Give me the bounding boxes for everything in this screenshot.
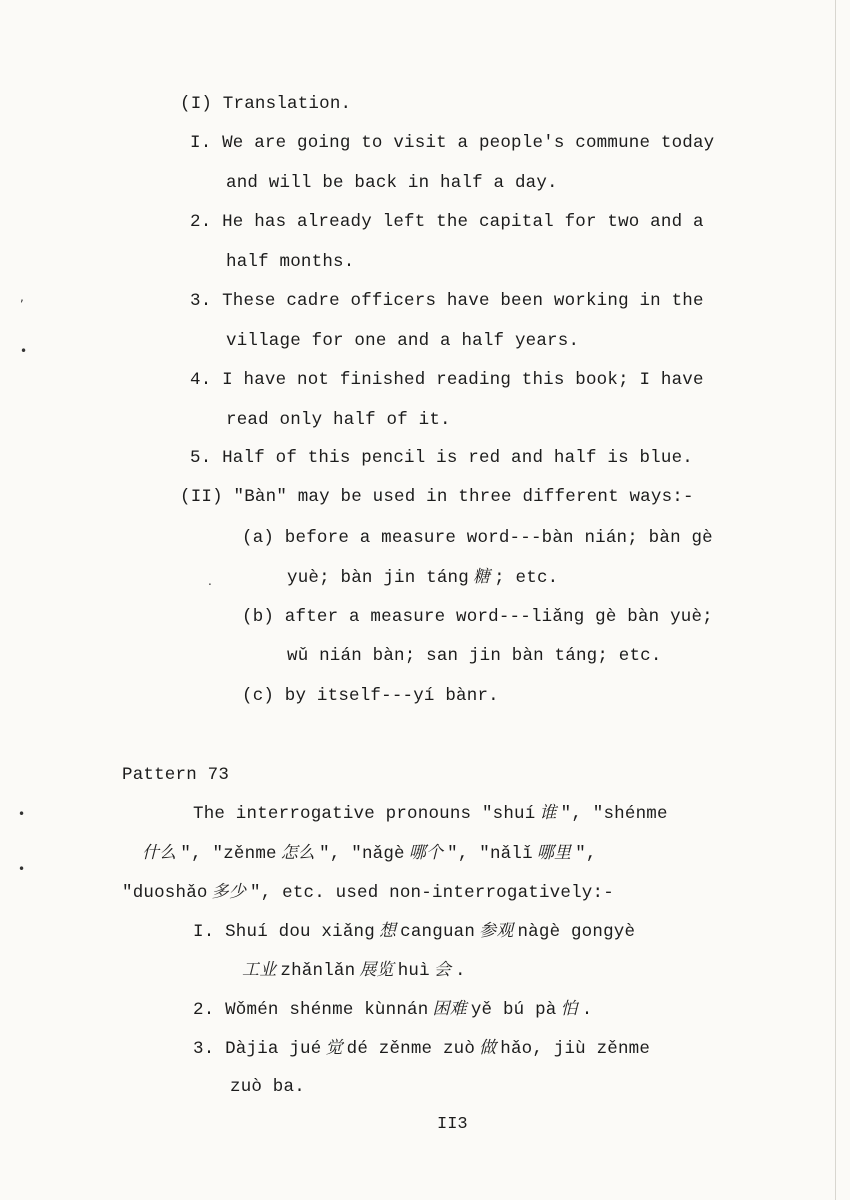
item-text: I have not finished reading this book; I have — [222, 370, 704, 390]
usage-a: (a) before a measure word---bàn nián; bàn gè — [242, 528, 713, 548]
chinese-characters: 工业 — [242, 960, 277, 980]
item-number: 2. — [190, 212, 212, 232]
item-number: 5. — [190, 448, 212, 468]
chinese-characters: 会 — [433, 960, 452, 980]
item-text: Half of this pencil is red and half is blue. — [222, 448, 693, 468]
example-3-cont: zuò ba. — [230, 1077, 305, 1097]
item-text: We are going to visit a people's commune today — [222, 133, 715, 153]
chinese-characters: 糖 — [472, 567, 491, 587]
item-text: village for one and a half years. — [226, 331, 580, 351]
usage-c: (c) by itself---yí bànr. — [242, 686, 499, 706]
chinese-characters: 怕 — [560, 999, 578, 1019]
pattern-intro: "duoshǎo 多少 ", etc. used non-interrogatively:- — [122, 882, 614, 903]
chinese-characters: 多少 — [211, 882, 247, 902]
page-number: II3 — [437, 1115, 468, 1134]
item-number: I. — [190, 133, 212, 153]
section-heading: (II) "Bàn" may be used in three different ways:- — [180, 487, 694, 507]
chinese-characters: 想 — [378, 921, 397, 941]
margin-mark: , — [20, 290, 24, 304]
item-number: 4. — [190, 370, 212, 390]
list-item — [190, 132, 714, 154]
pattern-intro: The interrogative pronouns "shuí 谁 ", "shénme — [193, 803, 668, 824]
chinese-characters: 做 — [479, 1038, 497, 1058]
pattern-intro: 什么 ", "zěnme 怎么 ", "nǎgè 哪个 ", "nǎlǐ 哪里 ", — [142, 843, 597, 864]
usage-b: (b) after a measure word---liǎng gè bàn yuè; — [242, 607, 713, 627]
item-text: He has already left the capital for two and a — [222, 212, 704, 232]
margin-mark: . — [208, 574, 212, 588]
item-text: These cadre officers have been working in the — [222, 291, 704, 311]
item-text: read only half of it. — [226, 410, 451, 430]
list-item — [190, 447, 693, 469]
example-1-cont: 工业 zhǎnlǎn 展览 huì 会 . — [242, 960, 466, 981]
page-edge — [835, 0, 836, 1200]
chinese-characters: 觉 — [325, 1038, 343, 1058]
chinese-characters: 哪个 — [408, 843, 444, 863]
usage-b-cont: wǔ nián bàn; san jin bàn táng; etc. — [287, 646, 662, 666]
chinese-characters: 谁 — [539, 803, 557, 823]
item-text: half months. — [226, 252, 355, 272]
chinese-characters: 什么 — [142, 843, 177, 863]
list-item — [190, 211, 704, 233]
example-1: I. Shuí dou xiǎng 想 canguan 参观 nàgè gongyè — [193, 921, 636, 942]
example-2: 2. Wǒmén shénme kùnnán 困难 yě bú pà 怕 . — [193, 999, 593, 1020]
item-number: 3. — [190, 291, 212, 311]
list-item — [190, 290, 704, 312]
chinese-characters: 哪里 — [536, 843, 572, 863]
chinese-characters: 怎么 — [280, 843, 316, 863]
margin-mark: • — [18, 807, 26, 821]
chinese-characters: 参观 — [479, 921, 514, 941]
example-3: 3. Dàjia jué 觉 dé zěnme zuò 做 hǎo, jiù zěnme — [193, 1038, 651, 1059]
pattern-title: Pattern 73 — [122, 765, 230, 785]
list-item — [190, 369, 704, 391]
section-heading: (I) Translation. — [180, 94, 352, 114]
item-text: and will be back in half a day. — [226, 173, 558, 193]
margin-mark: • — [18, 862, 26, 876]
usage-a-cont: yuè; bàn jin táng 糖 ; etc. — [287, 567, 559, 588]
chinese-characters: 展览 — [359, 960, 394, 980]
chinese-characters: 困难 — [432, 999, 467, 1019]
margin-mark: • — [20, 344, 28, 358]
